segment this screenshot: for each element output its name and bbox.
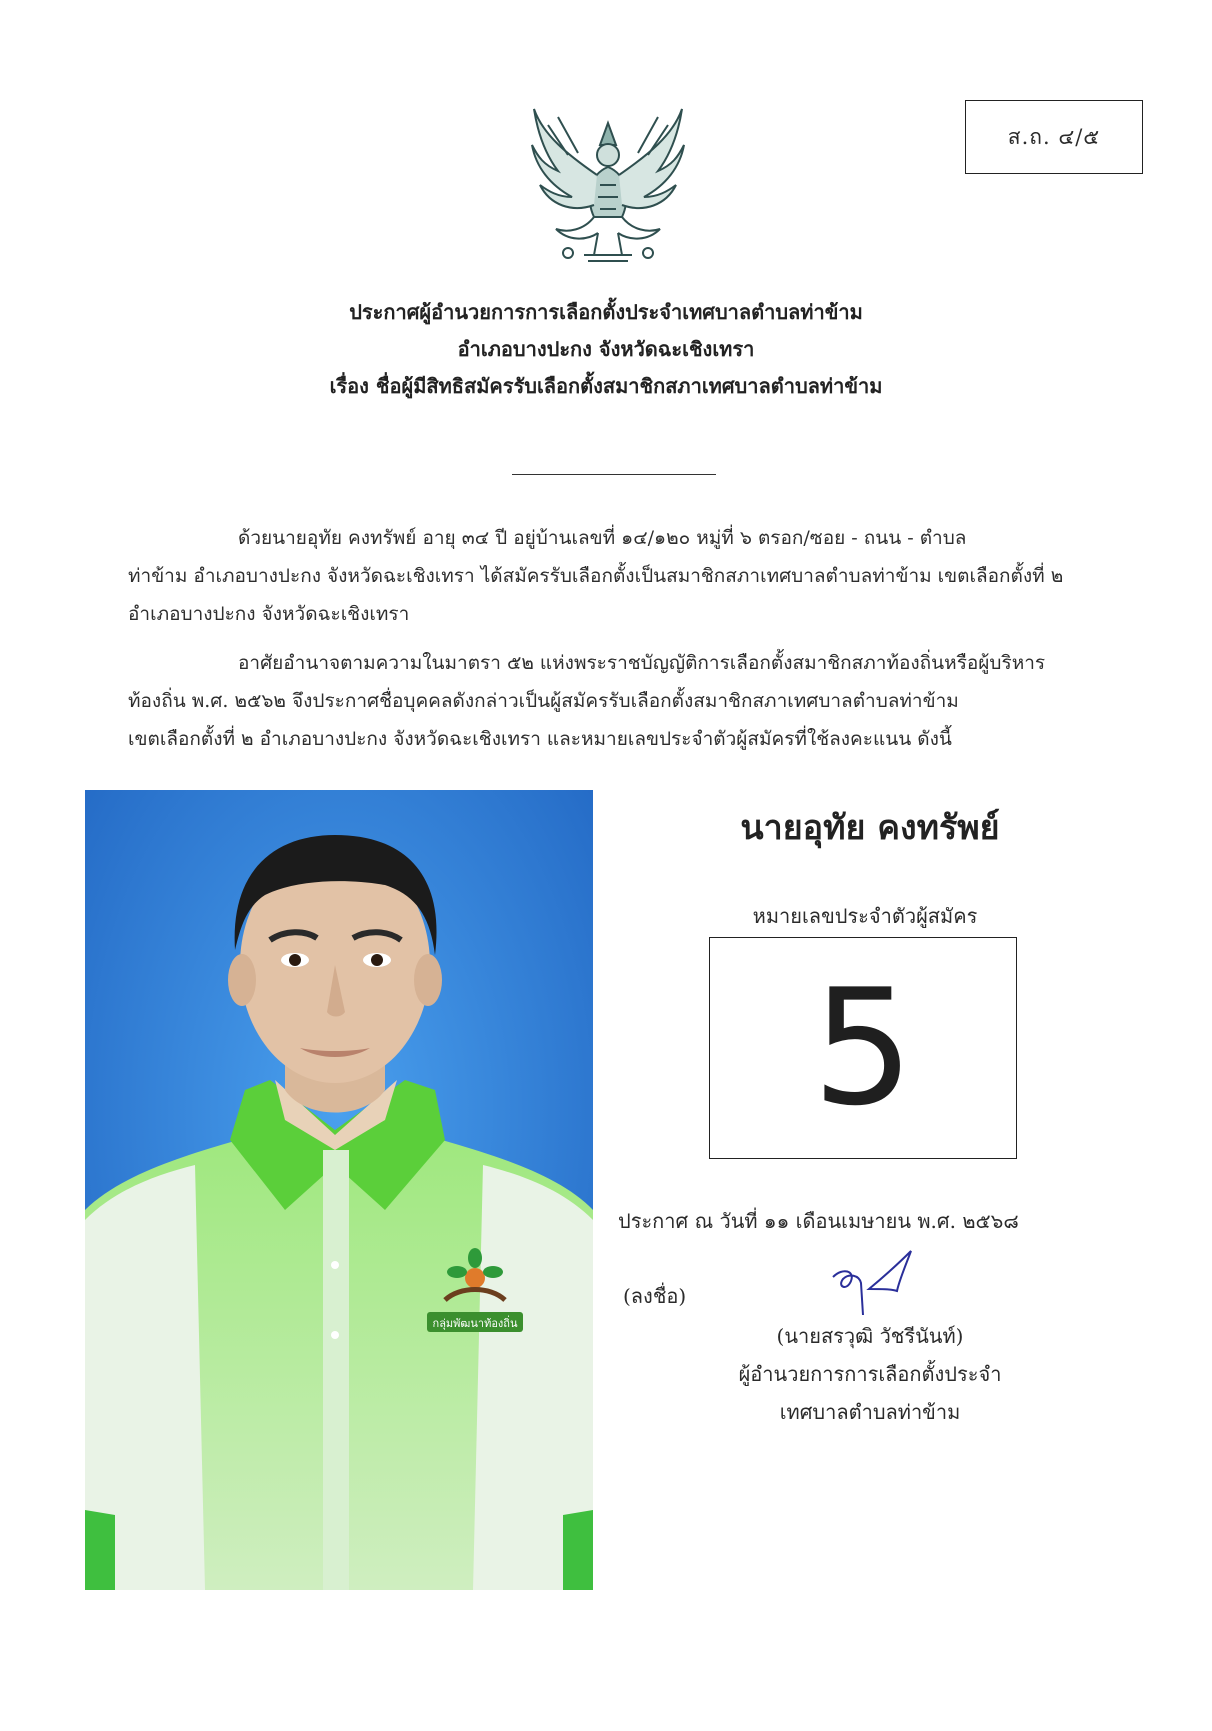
signer-name: (นายสรวุฒิ วัชรีนันท์)	[776, 1324, 964, 1348]
paragraph-2-line-3: เขตเลือกตั้งที่ ๒ อำเภอบางปะกง จังหวัดฉะเชิงเทรา และหมายเลขประจำตัวผู้สมัครที่ใช้ลงคะแนน ดังนี้	[128, 728, 952, 750]
paragraph-1	[128, 519, 1063, 633]
candidate-number-label: หมายเลขประจำตัวผู้สมัคร	[752, 904, 978, 928]
garuda-emblem-icon	[528, 105, 688, 270]
header-line-1: ประกาศผู้อำนวยการการเลือกตั้งประจำเทศบาลตำบลท่าข้าม	[349, 300, 863, 324]
paragraph-2-line-1: อาศัยอำนาจตามความในมาตรา ๕๒ แห่งพระราชบัญญัติการเลือกตั้งสมาชิกสภาท้องถิ่นหรือผู้บริหาร	[238, 652, 1046, 674]
form-code: ส.ถ. ๔/๕	[1007, 124, 1101, 149]
announcement-date: ประกาศ ณ วันที่ ๑๑ เดือนเมษายน พ.ศ. ๒๕๖๘	[618, 1209, 1019, 1233]
signer-title-1: ผู้อำนวยการการเลือกตั้งประจำ	[738, 1362, 1002, 1386]
header-line-2: อำเภอบางปะกง จังหวัดฉะเชิงเทรา	[457, 337, 755, 361]
candidate-photo	[85, 790, 593, 1590]
shirt-logo-text: กลุ่มพัฒนาท้องถิ่น	[432, 1317, 518, 1330]
divider	[512, 474, 716, 475]
candidate-number-box	[709, 937, 1017, 1159]
signer-title-2: เทศบาลตำบลท่าข้าม	[779, 1400, 961, 1424]
candidate-number: 5	[812, 954, 914, 1141]
form-code-box	[965, 100, 1143, 174]
signature-icon	[825, 1245, 925, 1325]
header-line-3: เรื่อง ชื่อผู้มีสิทธิสมัครรับเลือกตั้งสมาชิกสภาเทศบาลตำบลท่าข้าม	[329, 374, 883, 398]
sign-label: (ลงชื่อ)	[623, 1284, 687, 1308]
candidate-name: นายอุทัย คงทรัพย์	[740, 808, 1000, 848]
paragraph-2-line-2: ท้องถิ่น พ.ศ. ๒๕๖๒ จึงประกาศชื่อบุคคลดังกล่าวเป็นผู้สมัครรับเลือกตั้งสมาชิกสภาเทศบาลตำบลท่าข้าม	[128, 690, 959, 712]
paragraph-1-line-1: ด้วยนายอุทัย คงทรัพย์ อายุ ๓๔ ปี อยู่บ้านเลขที่ ๑๔/๑๒๐ หมู่ที่ ๖ ตรอก/ซอย - ถนน - ตำบล	[238, 527, 967, 549]
paragraph-1-line-2: ท่าข้าม อำเภอบางปะกง จังหวัดฉะเชิงเทรา ได้สมัครรับเลือกตั้งเป็นสมาชิกสภาเทศบาลตำบลท่าข้าม เขตเลือกตั้งที่ ๒	[128, 565, 1064, 587]
paragraph-2	[128, 644, 1045, 758]
paragraph-1-line-3: อำเภอบางปะกง จังหวัดฉะเชิงเทรา	[128, 603, 410, 625]
